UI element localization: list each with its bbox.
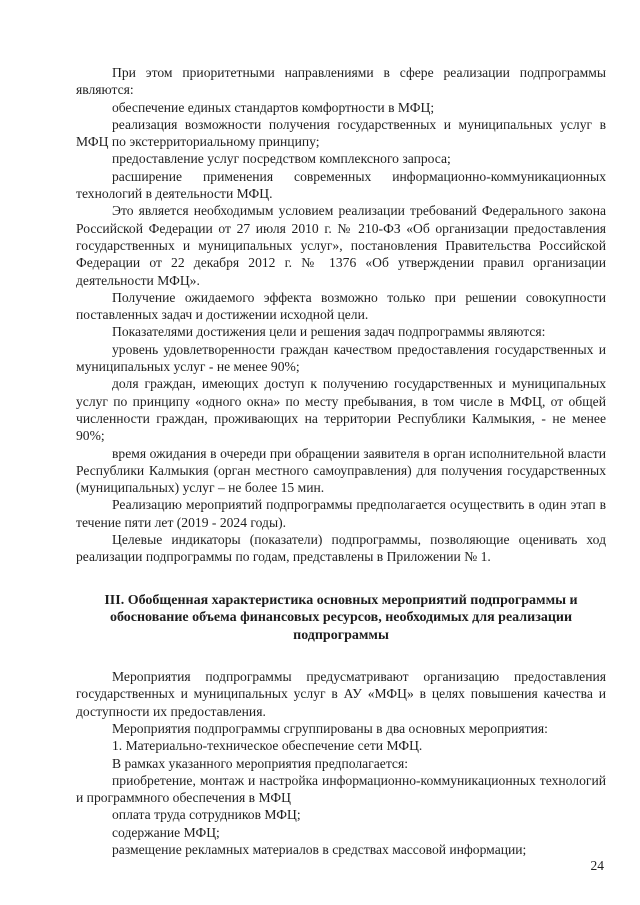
paragraph: доля граждан, имеющих доступ к получению государственных и муниципальных услуг по принципу «одного окна» по месту пребывания, в том числе в МФЦ, от общей численности граждан, проживающих на территории Республики Калмыкия, - не менее 90%; [76,376,606,444]
paragraph: Целевые индикаторы (показатели) подпрограммы, позволяющие оценивать ход реализации подпрограммы по годам, представлены в Приложении № 1. [76,532,606,565]
paragraph: оплата труда сотрудников МФЦ; [112,807,301,823]
paragraph: 1. Материально-техническое обеспечение сети МФЦ. [112,738,423,754]
paragraphs-before-heading [76,64,606,566]
paragraph: При этом приоритетными направлениями в сфере реализации подпрограммы являются: [76,65,606,98]
paragraph: Показателями достижения цели и решения задач подпрограммы являются: [112,324,546,340]
paragraph: расширение применения современных информационно-коммуникационных технологий в деятельности МФЦ. [76,168,606,202]
paragraph: Мероприятия подпрограммы предусматривают организацию предоставления государственных и муниципальных услуг в АУ «МФЦ» в целях повышения качества и доступности их предоставления. [76,669,606,719]
paragraph: Получение ожидаемого эффекта возможно только при решении совокупности поставленных задач и достижении исходной цели. [76,289,606,323]
paragraph: реализация возможности получения государственных и муниципальных услуг в МФЦ по экстерриториальному принципу; [76,116,606,150]
paragraphs-after-heading [76,668,606,858]
paragraph: Мероприятия подпрограммы сгруппированы в два основных мероприятия: [112,721,548,736]
paragraph: время ожидания в очереди при обращении заявителя в орган исполнительной власти Республики Калмыкия (орган местного самоуправления) для получения государственных (муниципальных) услуг – не более 15 мин. [76,445,606,496]
paragraph: В рамках указанного мероприятия предполагается: [112,755,408,771]
paragraph: размещение рекламных материалов в средствах массовой информации; [112,842,527,858]
paragraph: Реализацию мероприятий подпрограммы предполагается осуществить в один этап в течение пяти лет (2019 - 2024 годы). [76,497,606,530]
paragraph: предоставление услуг посредством комплексного запроса; [112,151,451,167]
page-number: 24 [590,858,604,873]
paragraph: уровень удовлетворенности граждан качеством предоставления государственных и муниципальных услуг - не менее 90%; [76,341,606,375]
paragraph: приобретение, монтаж и настройка информационно-коммуникационных технологий и программного обеспечения в МФЦ [76,772,606,806]
document-page [76,64,606,858]
paragraph: обеспечение единых стандартов комфортности в МФЦ; [112,99,435,115]
section-heading: III. Обобщенная характеристика основных мероприятий подпрограммы и обоснование объема финансовых ресурсов, необходимых для реализации подпрограммы [104,592,578,643]
paragraph: содержание МФЦ; [112,824,220,840]
paragraph: Это является необходимым условием реализации требований Федерального закона Российской Федерации от 27 июля 2010 г. № 210-ФЗ «Об организации предоставления государственных и муниципальных услуг», постановления Правительства Российской Федерации от 22 декабря 2012 г. № 1376 «Об утверждении правил организации деятельности МФЦ». [76,203,606,288]
